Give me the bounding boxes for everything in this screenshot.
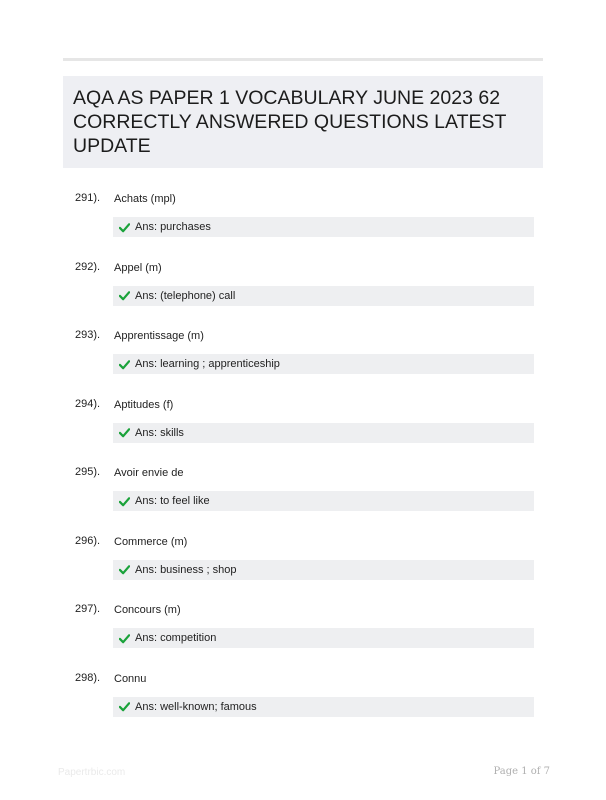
question-term: Concours (m)	[114, 604, 181, 616]
question-term: Achats (mpl)	[114, 193, 176, 205]
document-title: AQA AS PAPER 1 VOCABULARY JUNE 2023 62 CORRECTLY ANSWERED QUESTIONS LATEST UPDATE	[73, 87, 507, 157]
qa-item	[63, 531, 543, 600]
answer-box	[113, 697, 534, 717]
answer-text: Ans: competition	[135, 632, 217, 644]
answer-text: Ans: (telephone) call	[135, 289, 236, 302]
question-number: 297).	[75, 603, 101, 615]
answer-text: Ans: purchases	[135, 221, 211, 233]
answer-box	[113, 354, 534, 374]
check-icon	[119, 290, 130, 301]
qa-item	[63, 462, 543, 531]
answer-text: Ans: well-known; famous	[135, 700, 257, 713]
title-box	[63, 76, 543, 168]
question-number: 291).	[75, 192, 101, 204]
question-term: Appel (m)	[114, 261, 162, 274]
question-term: Apprentissage (m)	[114, 330, 204, 342]
qa-list	[63, 188, 543, 736]
question-number: 292).	[75, 260, 101, 273]
page-indicator: Page 1 of 7	[493, 766, 550, 777]
answer-box	[113, 628, 534, 648]
answer-box	[113, 560, 534, 580]
question-term: Commerce (m)	[114, 535, 188, 548]
footer-watermark: Papertrbic.com	[58, 767, 126, 778]
answer-text: Ans: skills	[135, 426, 184, 439]
question-term: Aptitudes (f)	[114, 398, 174, 411]
check-icon	[119, 359, 130, 370]
check-icon	[119, 564, 130, 575]
question-number: 298).	[75, 671, 101, 684]
answer-box	[113, 491, 534, 511]
question-term: Avoir envie de	[114, 467, 184, 479]
check-icon	[119, 701, 130, 712]
qa-item	[63, 325, 543, 394]
answer-text: Ans: to feel like	[135, 495, 210, 507]
check-icon	[119, 222, 130, 233]
qa-item	[63, 668, 543, 737]
answer-text: Ans: business ; shop	[135, 563, 237, 576]
question-number: 293).	[75, 329, 101, 341]
check-icon	[119, 496, 130, 507]
qa-item	[63, 394, 543, 463]
question-number: 295).	[75, 466, 101, 478]
answer-box	[113, 217, 534, 237]
check-icon	[119, 427, 130, 438]
question-number: 294).	[75, 397, 101, 410]
top-divider	[63, 58, 543, 61]
answer-box	[113, 286, 534, 306]
qa-item	[63, 257, 543, 326]
answer-text: Ans: learning ; apprenticeship	[135, 358, 280, 370]
question-term: Connu	[114, 672, 147, 685]
qa-item	[63, 599, 543, 668]
check-icon	[119, 633, 130, 644]
question-number: 296).	[75, 534, 101, 547]
qa-item	[63, 188, 543, 257]
answer-box	[113, 423, 534, 443]
